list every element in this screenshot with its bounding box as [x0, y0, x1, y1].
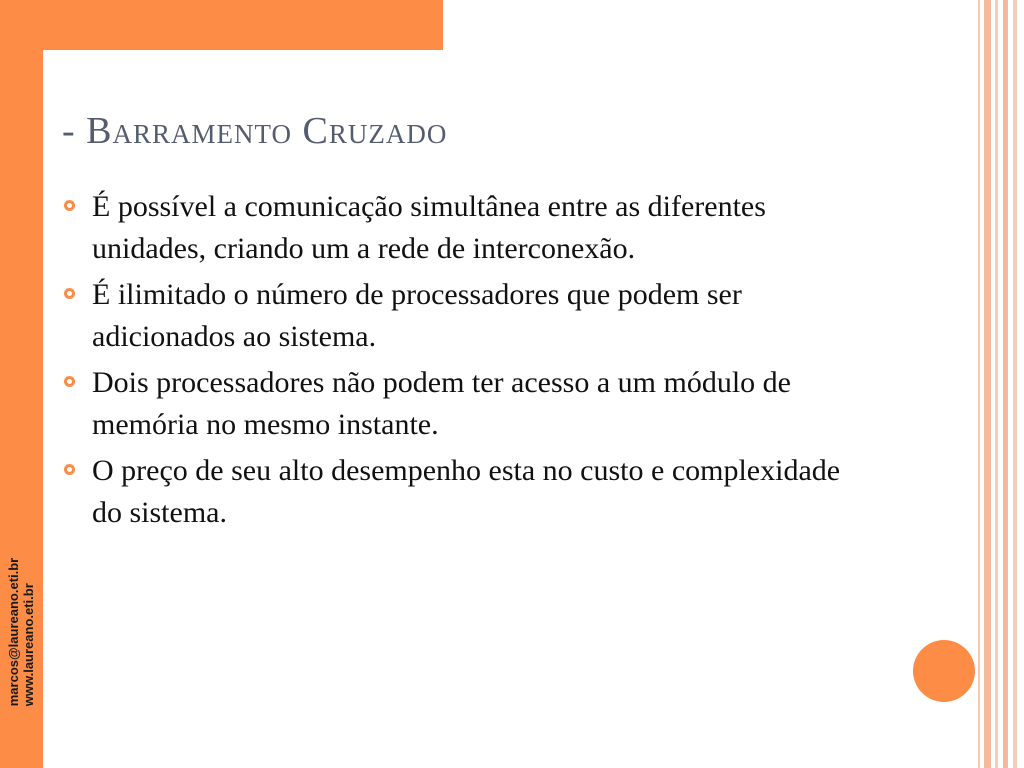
ring-bullet-icon [64, 200, 75, 211]
top-accent-bar [43, 0, 443, 50]
bullet-item [62, 274, 862, 358]
bullet-list [62, 186, 862, 538]
decorative-circle [913, 640, 975, 702]
ring-bullet-icon [64, 376, 75, 387]
bullet-item [62, 362, 862, 446]
ring-bullet-icon [64, 288, 75, 299]
ring-bullet-icon [64, 464, 75, 475]
bullet-item [62, 450, 862, 534]
decorative-stripe [1003, 0, 1008, 768]
decorative-stripe [984, 0, 991, 768]
bullet-text: É possível a comunicação simultânea entre as diferentes unidades, criando um a rede de interconexão. [92, 190, 766, 265]
bullet-text: É ilimitado o número de processadores que podem ser adicionados ao sistema. [92, 278, 742, 353]
bullet-text: Dois processadores não podem ter acesso a um módulo de memória no mesmo instante. [92, 366, 791, 441]
decorative-stripe [978, 0, 980, 768]
footer-email: marcos@laureano.eti.br [6, 557, 21, 707]
bullet-text: O preço de seu alto desempenho esta no custo e complexidade do sistema. [92, 454, 841, 529]
footer-website: www.laureano.eti.br [21, 583, 36, 707]
bullet-item [62, 186, 862, 270]
decorative-stripe [1013, 0, 1017, 768]
footer-contact [6, 558, 36, 707]
decorative-stripe [995, 0, 998, 768]
slide-title: - Barramento Cruzado [62, 110, 448, 152]
